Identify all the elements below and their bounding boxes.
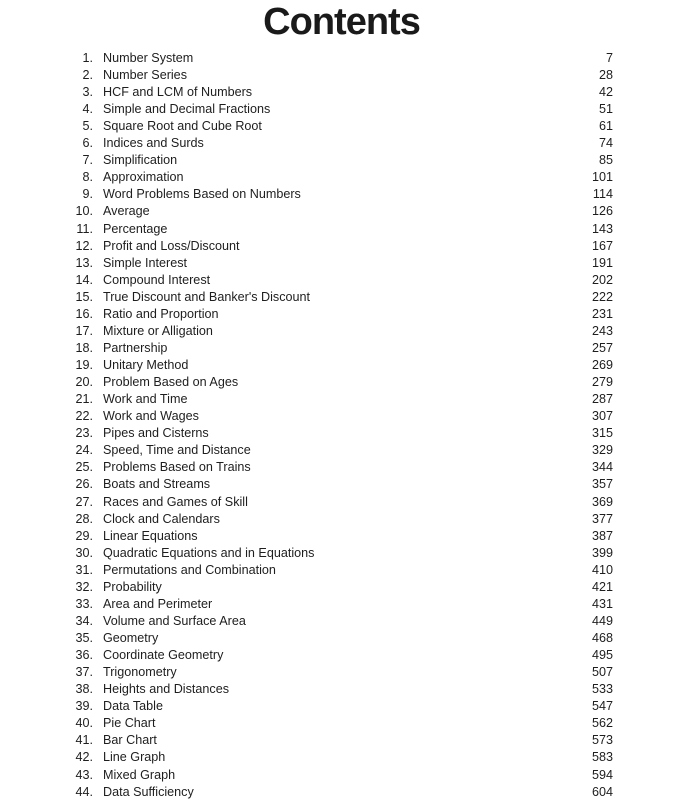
toc-entry-number: 33.	[75, 596, 93, 611]
toc-entry	[55, 408, 613, 425]
toc-entry-number: 29.	[75, 528, 93, 543]
toc-entry-number: 22.	[75, 409, 93, 424]
toc-entry-number: 4.	[82, 102, 93, 117]
toc-entry	[55, 749, 613, 766]
toc-entry-number: 32.	[75, 579, 93, 594]
toc-entry-title: Pipes and Cisterns	[103, 426, 209, 441]
toc-entry-number: 8.	[82, 170, 93, 185]
toc-entry	[55, 732, 613, 749]
toc-entry	[55, 186, 613, 203]
toc-entry-title: Percentage	[103, 221, 168, 236]
toc-entry-page: 507	[591, 665, 613, 680]
toc-entry-page: 495	[591, 648, 613, 663]
page-title: Contents	[263, 1, 420, 43]
toc-entry-page: 287	[591, 392, 613, 407]
toc-entry-number: 3.	[82, 85, 93, 100]
toc-entry	[55, 374, 613, 391]
toc-entry-title: HCF and LCM of Numbers	[103, 85, 253, 100]
toc-entry-page: 604	[591, 784, 613, 799]
toc-entry	[55, 340, 613, 357]
toc-entry	[55, 255, 613, 272]
toc-entry-page: 344	[591, 460, 613, 475]
toc-entry-title: Number System	[103, 50, 194, 65]
toc-entry	[55, 613, 613, 630]
toc-entry-title: Simple and Decimal Fractions	[103, 102, 271, 117]
toc-entry	[55, 664, 613, 681]
toc-entry-number: 30.	[75, 545, 93, 560]
toc-entry-title: Volume and Surface Area	[103, 613, 246, 628]
toc-entry-page: 449	[591, 613, 613, 628]
toc-entry	[55, 135, 613, 152]
toc-entry	[55, 442, 613, 459]
toc-entry-page: 573	[591, 733, 613, 748]
toc-entry	[55, 767, 613, 784]
toc-entry-page: 387	[591, 528, 613, 543]
toc-entry-title: Work and Wages	[103, 409, 199, 424]
toc-entry-page: 7	[605, 50, 613, 65]
toc-entry-number: 39.	[75, 699, 93, 714]
toc-entry-title: Compound Interest	[103, 272, 211, 287]
toc-entry-number: 42.	[75, 750, 93, 765]
toc-entry	[55, 306, 613, 323]
toc-entry-title: Simple Interest	[103, 255, 187, 270]
toc-entry-page: 114	[592, 187, 613, 202]
toc-entry-page: 583	[591, 750, 613, 765]
toc-entry-title: Square Root and Cube Root	[103, 119, 262, 134]
toc-entry-title: Pie Chart	[103, 716, 156, 731]
toc-entry-title: Indices and Surds	[103, 136, 204, 151]
toc-entry	[55, 630, 613, 647]
toc-entry-page: 357	[591, 477, 613, 492]
toc-entry-title: Mixed Graph	[103, 767, 176, 782]
toc-entry-page: 101	[591, 170, 613, 185]
toc-entry-page: 143	[591, 221, 613, 236]
toc-entry-number: 37.	[75, 665, 93, 680]
toc-entry-number: 31.	[75, 562, 93, 577]
toc-entry-page: 547	[591, 699, 613, 714]
toc-entry	[55, 528, 613, 545]
toc-entry	[55, 681, 613, 698]
toc-entry-page: 167	[591, 238, 613, 253]
toc-entry-number: 2.	[82, 67, 93, 82]
toc-entry-number: 1.	[82, 50, 93, 65]
toc-entry-number: 12.	[75, 238, 93, 253]
toc-entry-title: Data Table	[103, 699, 163, 714]
toc-entry-number: 9.	[82, 187, 93, 202]
toc-entry	[55, 579, 613, 596]
toc-entry-number: 28.	[75, 511, 93, 526]
toc-entry	[55, 238, 613, 255]
toc-entry-number: 24.	[75, 443, 93, 458]
toc-entry-title: Line Graph	[103, 750, 166, 765]
toc-entry-number: 21.	[75, 392, 93, 407]
toc-entry-number: 18.	[75, 340, 93, 355]
toc-entry-title: Profit and Loss/Discount	[103, 238, 240, 253]
toc-entry-title: Coordinate Geometry	[103, 648, 224, 663]
toc-entry-number: 5.	[82, 119, 93, 134]
toc-entry-page: 61	[598, 119, 613, 134]
toc-entry-page: 421	[591, 579, 613, 594]
toc-entry-number: 41.	[75, 733, 93, 748]
toc-entry	[55, 784, 613, 800]
toc-entry-number: 43.	[75, 767, 93, 782]
toc-entry-number: 23.	[75, 426, 93, 441]
toc-entry	[55, 84, 613, 101]
toc-entry-number: 11.	[76, 221, 93, 236]
toc-entry	[55, 459, 613, 476]
toc-entry	[55, 545, 613, 562]
toc-entry-title: Ratio and Proportion	[103, 306, 219, 321]
toc-entry-page: 243	[591, 323, 613, 338]
toc-entry-number: 7.	[82, 153, 93, 168]
toc-entry-page: 468	[591, 631, 613, 646]
toc-entry-page: 315	[591, 426, 613, 441]
toc-entry-page: 202	[591, 272, 613, 287]
toc-entry-title: Word Problems Based on Numbers	[103, 187, 301, 202]
toc-entry	[55, 169, 613, 186]
toc-entry-title: Bar Chart	[103, 733, 157, 748]
toc-entry-title: Simplification	[103, 153, 178, 168]
toc-entry-number: 20.	[75, 375, 93, 390]
toc-entry-page: 307	[591, 409, 613, 424]
toc-entry-title: Linear Equations	[103, 528, 198, 543]
toc-entry-title: Probability	[103, 579, 162, 594]
toc-list	[0, 50, 683, 800]
toc-entry-title: Number Series	[103, 67, 187, 82]
toc-entry	[55, 118, 613, 135]
toc-entry-title: Heights and Distances	[103, 682, 230, 697]
toc-entry-page: 399	[591, 545, 613, 560]
toc-entry-title: Permutations and Combination	[103, 562, 276, 577]
toc-entry-title: True Discount and Banker's Discount	[103, 289, 311, 304]
toc-entry	[55, 101, 613, 118]
toc-entry-page: 222	[591, 289, 613, 304]
toc-entry	[55, 647, 613, 664]
toc-entry	[55, 323, 613, 340]
toc-entry-page: 257	[591, 340, 613, 355]
toc-entry	[55, 476, 613, 493]
toc-entry	[55, 494, 613, 511]
toc-entry-number: 17.	[75, 323, 93, 338]
toc-entry-number: 34.	[75, 613, 93, 628]
toc-entry-title: Mixture or Alligation	[103, 323, 213, 338]
toc-entry-title: Problems Based on Trains	[103, 460, 251, 475]
toc-entry-number: 15.	[75, 289, 93, 304]
toc-entry	[55, 152, 613, 169]
toc-entry-title: Quadratic Equations and in Equations	[103, 545, 315, 560]
toc-entry	[55, 698, 613, 715]
toc-entry-title: Speed, Time and Distance	[103, 443, 251, 458]
toc-entry	[55, 511, 613, 528]
toc-entry-title: Partnership	[103, 340, 168, 355]
toc-entry-page: 594	[591, 767, 613, 782]
toc-entry-title: Unitary Method	[103, 358, 189, 373]
toc-entry-title: Average	[103, 204, 150, 219]
toc-entry-title: Races and Games of Skill	[103, 494, 248, 509]
toc-entry-title: Clock and Calendars	[103, 511, 220, 526]
toc-entry-number: 40.	[75, 716, 93, 731]
toc-entry-page: 42	[598, 85, 613, 100]
toc-entry-number: 6.	[82, 136, 93, 151]
toc-entry-page: 329	[591, 443, 613, 458]
toc-entry	[55, 50, 613, 67]
toc-entry	[55, 715, 613, 732]
toc-entry-title: Problem Based on Ages	[103, 375, 239, 390]
toc-entry	[55, 391, 613, 408]
toc-entry-page: 74	[598, 136, 613, 151]
toc-entry	[55, 272, 613, 289]
toc-entry	[55, 357, 613, 374]
toc-entry-title: Work and Time	[103, 392, 188, 407]
toc-entry-page: 562	[591, 716, 613, 731]
toc-entry-page: 231	[591, 306, 613, 321]
toc-entry-page: 369	[591, 494, 613, 509]
toc-entry	[55, 425, 613, 442]
toc-entry-title: Data Sufficiency	[103, 784, 194, 799]
toc-entry-title: Area and Perimeter	[103, 596, 213, 611]
toc-entry-number: 19.	[75, 358, 93, 373]
toc-entry-page: 279	[591, 375, 613, 390]
toc-entry-number: 35.	[75, 631, 93, 646]
toc-entry-number: 14.	[75, 272, 93, 287]
toc-entry-page: 533	[591, 682, 613, 697]
toc-entry-number: 13.	[75, 255, 93, 270]
toc-entry-title: Boats and Streams	[103, 477, 211, 492]
toc-entry-title: Trigonometry	[103, 665, 177, 680]
toc-entry	[55, 562, 613, 579]
toc-entry-page: 431	[591, 596, 613, 611]
toc-entry-page: 377	[591, 511, 613, 526]
toc-entry	[55, 67, 613, 84]
toc-entry	[55, 596, 613, 613]
toc-entry-number: 10.	[75, 204, 93, 219]
toc-entry-number: 16.	[75, 306, 93, 321]
toc-entry-number: 44.	[75, 784, 93, 799]
toc-entry-page: 85	[598, 153, 613, 168]
toc-entry-page: 191	[591, 255, 613, 270]
toc-entry-title: Approximation	[103, 170, 184, 185]
toc-entry-page: 51	[598, 102, 613, 117]
toc-entry-number: 26.	[75, 477, 93, 492]
toc-entry-number: 38.	[75, 682, 93, 697]
toc-entry-page: 410	[591, 562, 613, 577]
toc-entry	[55, 289, 613, 306]
toc-entry-page: 28	[598, 67, 613, 82]
toc-entry-number: 25.	[75, 460, 93, 475]
toc-entry-number: 27.	[75, 494, 93, 509]
toc-entry-page: 126	[591, 204, 613, 219]
toc-entry-page: 269	[591, 358, 613, 373]
toc-entry-number: 36.	[75, 648, 93, 663]
toc-entry-title: Geometry	[103, 631, 159, 646]
toc-entry	[55, 203, 613, 220]
toc-entry	[55, 221, 613, 238]
